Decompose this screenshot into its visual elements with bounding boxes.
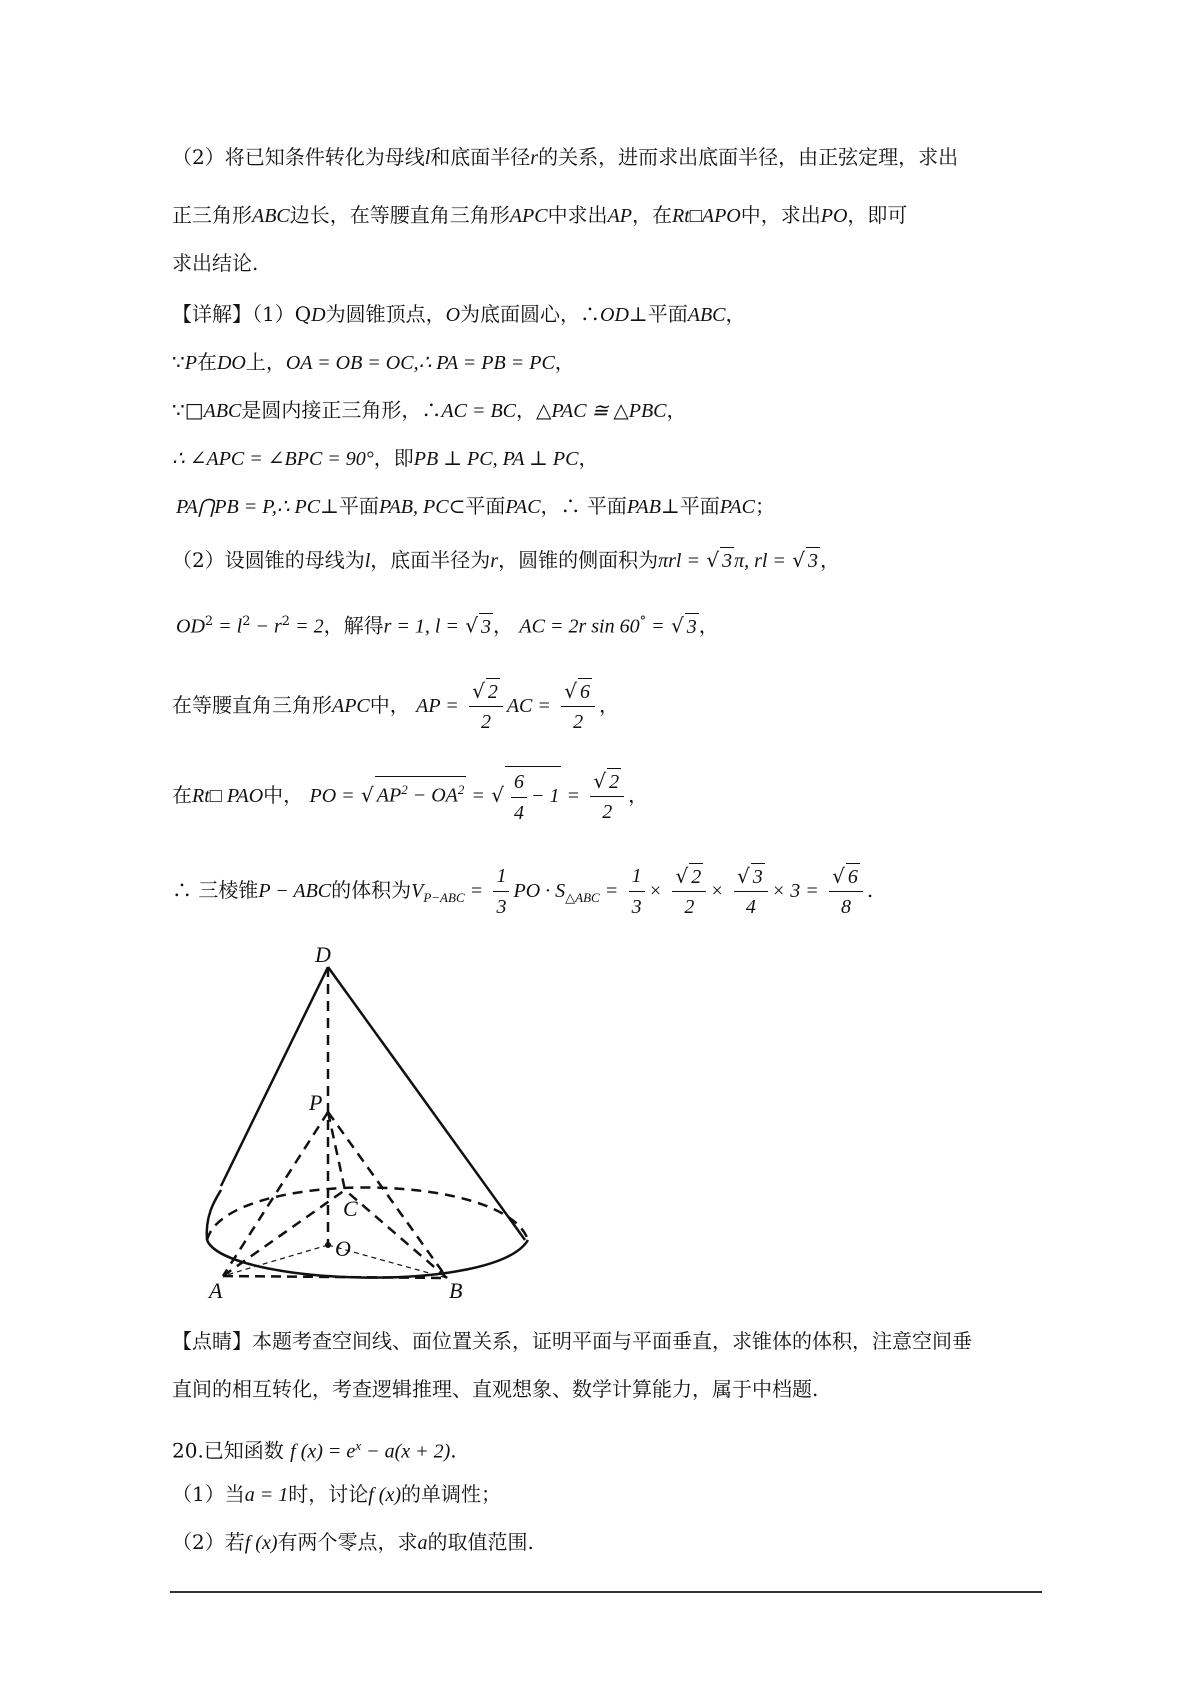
text-segment: 中， bbox=[369, 693, 410, 717]
text-segment: ∵□ bbox=[172, 398, 204, 422]
math: × bbox=[710, 880, 724, 902]
text-segment: ⊥平面 bbox=[660, 494, 720, 518]
comment-line-1 bbox=[172, 1327, 972, 1355]
fraction: $\frac{√ 2}{2}$ bbox=[469, 676, 503, 737]
math-subscript: P−ABC bbox=[423, 890, 465, 905]
text-segment: 的单调性； bbox=[401, 1482, 501, 1506]
fraction: $\frac{√ 6}{8}$ bbox=[829, 861, 863, 922]
math-radicand bbox=[375, 776, 467, 809]
text-segment: 为底面圆心，∴ bbox=[460, 302, 601, 326]
math-po: PO bbox=[820, 205, 848, 227]
math: APC bbox=[332, 695, 370, 717]
math-ap: AP bbox=[607, 205, 632, 227]
text-segment: ⊥平面 bbox=[320, 494, 379, 518]
edge-AC bbox=[223, 1190, 345, 1276]
text-segment: ∴ 三棱锥 bbox=[172, 878, 259, 902]
math: AC = bbox=[506, 695, 551, 717]
footer-rule bbox=[170, 1591, 1042, 1593]
edge-PC bbox=[328, 1112, 345, 1190]
math: a bbox=[417, 1532, 428, 1554]
math-exponent: x bbox=[355, 1438, 362, 1453]
text-segment: . bbox=[866, 878, 874, 902]
text-segment: 为圆锥顶点， bbox=[325, 302, 446, 326]
math: AC = BC bbox=[441, 400, 517, 422]
text-segment: ， bbox=[516, 398, 537, 422]
text-segment: （2）将已知条件转化为母线 bbox=[172, 145, 425, 169]
math-abc: ABC bbox=[252, 205, 290, 227]
text-segment: ，在 bbox=[632, 203, 672, 227]
comment-header: 【点睛】 bbox=[172, 1329, 252, 1353]
problem-20-title bbox=[172, 1432, 457, 1466]
math-exponent: 2 bbox=[281, 614, 291, 629]
math-denominator: 4 bbox=[513, 801, 524, 824]
math: PO = bbox=[309, 785, 355, 807]
text-segment: 边长，在等腰直角三角形 bbox=[289, 203, 510, 227]
problem-20-q2 bbox=[172, 1528, 534, 1557]
math-numerator: 1 bbox=[493, 861, 509, 892]
math: OD bbox=[600, 304, 629, 326]
math: = 2 bbox=[290, 615, 324, 638]
text-segment: ∵ bbox=[172, 350, 185, 374]
math: a = 1 bbox=[244, 1484, 289, 1506]
math-numerator: 1 bbox=[629, 861, 645, 892]
math: = bbox=[646, 615, 665, 638]
math: r = 1, l = bbox=[383, 615, 459, 638]
math: PA⋂PB = P,∴ PC bbox=[176, 496, 321, 518]
analysis-line-3: 求出结论. bbox=[172, 251, 259, 275]
analysis-line-2 bbox=[172, 201, 907, 230]
math: − r bbox=[250, 615, 282, 638]
edge-BC bbox=[345, 1190, 447, 1278]
base-ellipse-front bbox=[207, 1240, 528, 1278]
math: π, rl = bbox=[734, 550, 786, 572]
text-segment: （2）设圆锥的母线为 bbox=[172, 548, 365, 572]
math-radicand: 3 bbox=[720, 547, 734, 574]
math: O bbox=[445, 304, 461, 326]
math-denominator: 2 bbox=[480, 711, 491, 733]
math-denominator: 3 bbox=[631, 896, 642, 918]
math: AC = 2r sin 60 bbox=[519, 615, 640, 638]
label-O: O bbox=[335, 1236, 351, 1261]
solution-line-5 bbox=[176, 492, 775, 521]
base-ellipse-back bbox=[207, 1188, 528, 1241]
math: Rt□ PAO bbox=[192, 785, 264, 807]
text-segment: 的关系，进而求出底面半径，由正弦定理，求出 bbox=[538, 145, 959, 169]
math: △PAC ≅ △PBC bbox=[536, 400, 667, 422]
comment-line-2: 直间的相互转化，考查逻辑推理、直观想象、数学计算能力，属于中档题. bbox=[172, 1377, 819, 1401]
math: PO · S bbox=[513, 880, 566, 902]
text-segment: 正三角形 bbox=[172, 203, 252, 227]
math-denominator: 2 bbox=[684, 896, 695, 918]
math: P bbox=[184, 352, 197, 374]
fraction bbox=[629, 861, 645, 922]
text-segment: ， bbox=[725, 302, 746, 326]
text-segment: （2）若 bbox=[172, 1530, 245, 1554]
text-segment: ，解得 bbox=[323, 613, 384, 638]
math-radicand: 6 bbox=[846, 863, 860, 890]
solution-line-9: 在Rt□ PAO中， PO = √ $AP^2 - OA^2$ = √ $\frac{6}{4}$ − 1 = $\frac{√ 2}{2}$ ， bbox=[172, 760, 648, 831]
text-segment: （1）Q bbox=[252, 302, 312, 326]
math: P − ABC bbox=[258, 880, 332, 902]
math: = bbox=[464, 880, 484, 902]
math-radicand bbox=[505, 766, 562, 828]
text-segment: 是圆内接正三角形，∴ bbox=[241, 398, 442, 422]
math: = bbox=[561, 785, 580, 807]
solution-line-6: （2）设圆锥的母线为l，底面半径为r，圆锥的侧面积为πrl = √ 3 π, rl = √ 3 ， bbox=[172, 548, 841, 572]
label-C: C bbox=[343, 1196, 358, 1221]
math: f (x) bbox=[368, 1484, 401, 1506]
solution-line-2 bbox=[172, 348, 575, 377]
text-segment: ，即 bbox=[373, 446, 414, 470]
text-segment: 的体积为 bbox=[331, 878, 412, 902]
comment-text: 本题考查空间线、面位置关系，证明平面与平面垂直，求锥体的体积，注意空间垂 bbox=[252, 1329, 972, 1353]
text-segment: （1）当 bbox=[172, 1482, 245, 1506]
math-radicand: 2 bbox=[689, 863, 703, 890]
math-radicand: 3 bbox=[806, 547, 820, 574]
text-segment: 中求出 bbox=[547, 203, 608, 227]
solution-line-4 bbox=[172, 444, 598, 473]
text-segment: ； bbox=[755, 494, 775, 518]
math-denominator: 2 bbox=[602, 801, 613, 823]
solution-line-10 bbox=[172, 855, 873, 933]
math: PAC bbox=[505, 496, 541, 518]
math: f (x) bbox=[244, 1532, 278, 1554]
math: AP = bbox=[416, 695, 459, 717]
math-exponent: 2 bbox=[242, 614, 251, 629]
math: − OA bbox=[407, 785, 458, 807]
math: D bbox=[311, 304, 326, 326]
math-denominator: 8 bbox=[841, 896, 852, 918]
math: × 3 = bbox=[771, 880, 819, 902]
label-B: B bbox=[449, 1278, 463, 1300]
text-segment: 有两个零点，求 bbox=[277, 1530, 418, 1554]
fraction: $\frac{√ 6}{2}$ bbox=[561, 676, 595, 737]
text-segment: 的取值范围. bbox=[427, 1530, 534, 1554]
math-radicand: 3 bbox=[685, 613, 699, 640]
text-segment: 在 bbox=[172, 783, 192, 807]
text-segment: ， bbox=[578, 446, 599, 470]
text-segment: ， bbox=[820, 548, 841, 572]
analysis-line-1 bbox=[172, 143, 958, 172]
fraction: $\frac{√ 2}{2}$ bbox=[672, 861, 706, 922]
text-segment: ，底面半径为 bbox=[370, 548, 491, 572]
text-segment: 中， bbox=[263, 783, 304, 807]
math-denominator: 4 bbox=[745, 896, 756, 918]
text-segment: 在等腰直角三角形 bbox=[172, 693, 332, 717]
math: PB ⊥ PC, PA ⊥ PC bbox=[413, 448, 579, 470]
fraction: $\frac{√ 2}{2}$ bbox=[590, 766, 624, 827]
math-apc: APC bbox=[509, 205, 548, 227]
math-radicand: 3 bbox=[751, 863, 765, 890]
math: OD bbox=[176, 615, 205, 638]
math: = l bbox=[213, 615, 243, 638]
math-radicand: 6 bbox=[578, 678, 592, 705]
math: l bbox=[364, 550, 371, 572]
math-exponent: ° bbox=[639, 614, 647, 629]
text-segment: 在 bbox=[196, 350, 217, 374]
solution-line-7: $OD^2 = l^2 - r^2 = 2$，解得r = 1, l = √ 3 ， AC = 2r sin 60° = √ 3 ， bbox=[176, 613, 719, 638]
math: V bbox=[411, 880, 424, 902]
math: PAB, PC bbox=[378, 496, 449, 518]
math-r: r bbox=[530, 147, 539, 169]
center-point-O bbox=[325, 1242, 331, 1248]
solution-line-8 bbox=[172, 670, 619, 741]
label-A: A bbox=[209, 1278, 223, 1300]
math-denominator: 2 bbox=[573, 711, 584, 733]
text-segment: 上， bbox=[245, 350, 286, 374]
text-segment: . bbox=[450, 1438, 457, 1463]
fraction: $\frac{√ 3}{4}$ bbox=[734, 861, 768, 922]
text-segment: 中，求出 bbox=[740, 203, 821, 227]
math: ABC bbox=[687, 304, 726, 326]
math: ABC bbox=[203, 400, 242, 422]
text-segment: ⊂平面 bbox=[448, 494, 506, 518]
text-segment: ， bbox=[698, 613, 719, 638]
math: = bbox=[599, 880, 619, 902]
text-segment: ，圆锥的侧面积为 bbox=[498, 548, 659, 572]
text-segment: ， bbox=[554, 350, 575, 374]
text-segment: ，即可 bbox=[847, 203, 908, 227]
solution-header: 【详解】 bbox=[172, 302, 252, 326]
math-l: l bbox=[424, 147, 431, 169]
math-radicand: 2 bbox=[607, 768, 621, 795]
math-radicand: 3 bbox=[479, 613, 493, 640]
math-exponent: 2 bbox=[204, 614, 214, 629]
math: ∴ ∠APC = ∠BPC = 90° bbox=[172, 448, 374, 470]
fraction bbox=[493, 861, 509, 922]
math-denominator: 3 bbox=[496, 896, 507, 918]
solution-line-3 bbox=[172, 396, 687, 425]
cone-left-generator bbox=[221, 967, 328, 1186]
text-segment: ， bbox=[599, 693, 619, 717]
label-D: D bbox=[315, 942, 331, 967]
text-segment: ⊥平面 bbox=[628, 302, 688, 326]
math: DO bbox=[216, 352, 246, 374]
math: − a(x + 2) bbox=[361, 1440, 451, 1463]
math: × bbox=[648, 880, 663, 902]
math: AP bbox=[376, 785, 402, 807]
math: − 1 bbox=[530, 785, 560, 807]
math: πrl = bbox=[658, 550, 700, 572]
math: = bbox=[466, 785, 485, 807]
fraction bbox=[511, 767, 527, 828]
math-exponent: 2 bbox=[401, 782, 408, 798]
math: f (x) = e bbox=[290, 1440, 356, 1463]
cone-figure bbox=[195, 940, 535, 1300]
text-segment: 和底面半径 bbox=[430, 145, 531, 169]
math: OA = OB = OC,∴ PA = PB = PC bbox=[285, 352, 555, 374]
text-segment: ，∴ 平面 bbox=[540, 494, 627, 518]
math-rt-apo: Rt□APO bbox=[672, 205, 741, 227]
math: r bbox=[490, 550, 499, 572]
problem-20-q1 bbox=[172, 1480, 501, 1509]
math-radicand: 2 bbox=[486, 678, 500, 705]
math: PAB bbox=[626, 496, 661, 518]
text-segment: 时，讨论 bbox=[288, 1482, 369, 1506]
label-P: P bbox=[309, 1090, 323, 1115]
text-segment: 20.已知函数 bbox=[172, 1438, 284, 1463]
edge-PA bbox=[223, 1112, 328, 1276]
text-segment: ， bbox=[666, 398, 687, 422]
math-subscript: △ABC bbox=[565, 890, 600, 905]
text-segment: ， bbox=[628, 783, 649, 807]
solution-line-1 bbox=[172, 300, 746, 329]
math: PAC bbox=[719, 496, 755, 518]
text-segment: ， bbox=[493, 613, 514, 638]
math-exponent: 2 bbox=[457, 782, 465, 798]
math-numerator: 6 bbox=[511, 767, 527, 798]
